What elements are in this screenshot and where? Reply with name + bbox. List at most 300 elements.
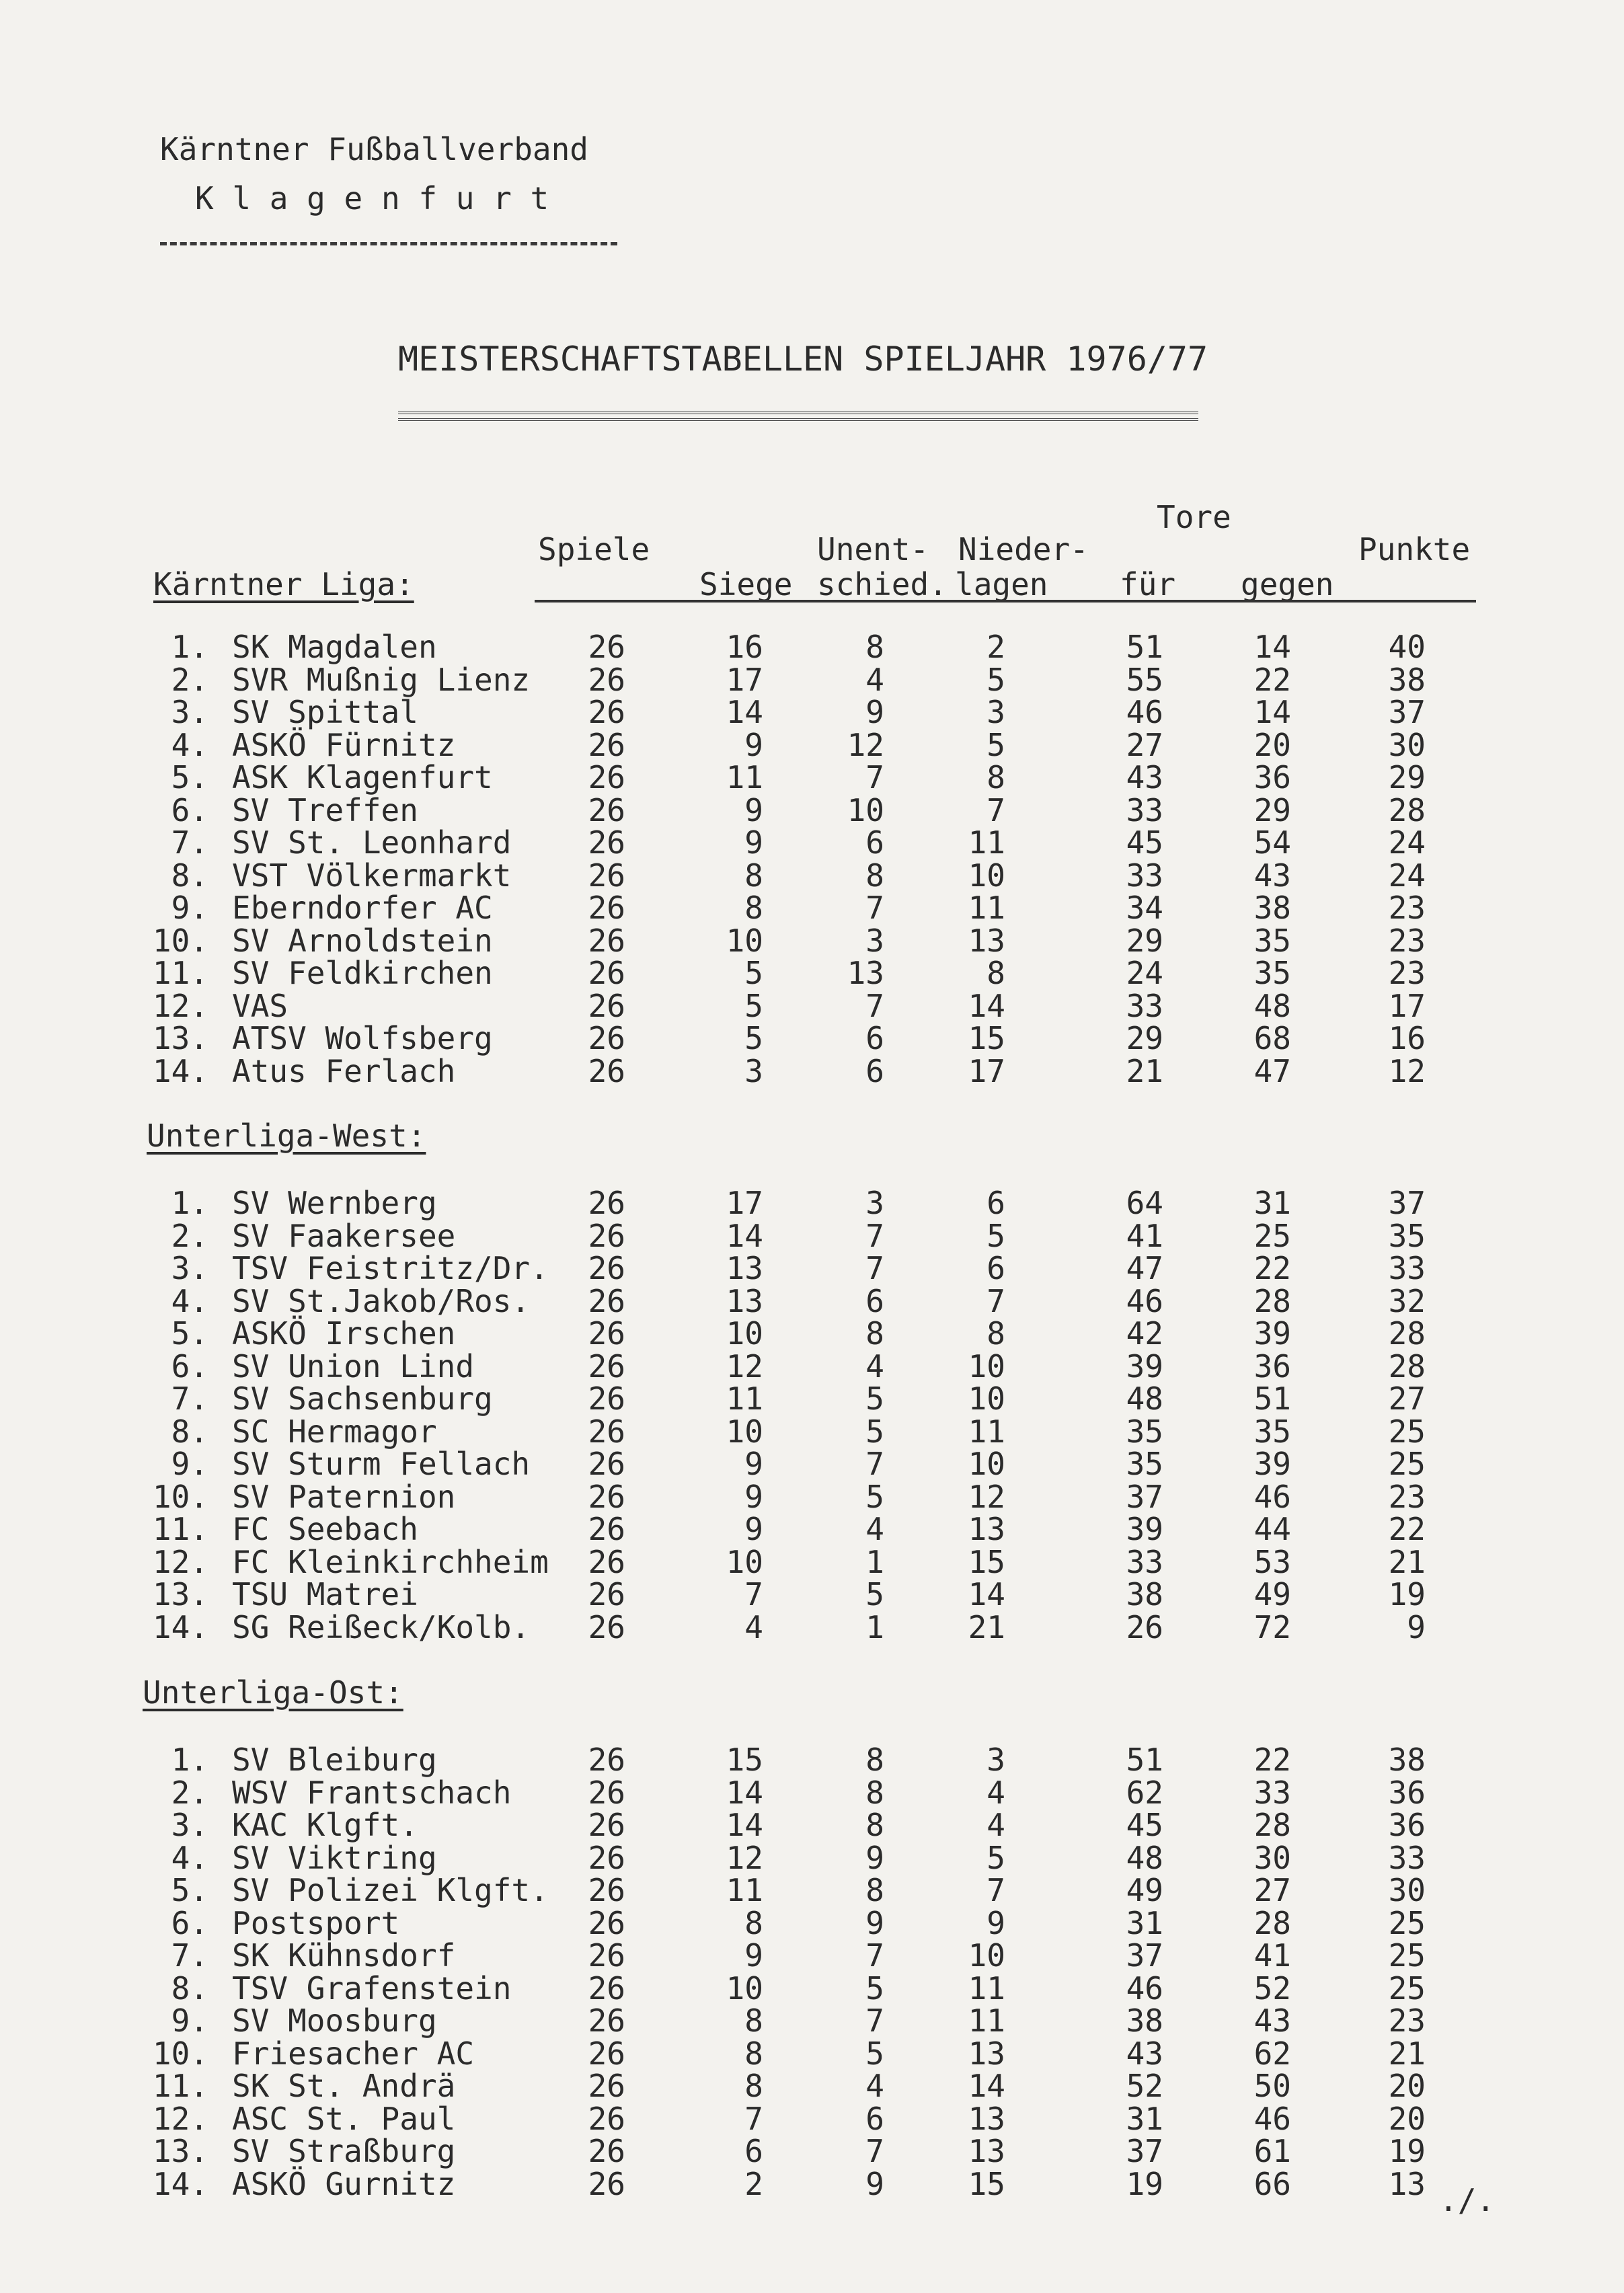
spiele-cell: 26 (588, 2165, 625, 2202)
rank-cell: 3. (171, 1250, 208, 1286)
punkte-cell: 23 (1388, 955, 1426, 991)
spiele-cell: 26 (588, 1020, 625, 1056)
siege-cell: 15 (726, 1742, 763, 1778)
punkte-cell: 29 (1388, 759, 1426, 795)
gegen-cell: 35 (1253, 955, 1291, 991)
team-cell: SV Sturm Fellach (232, 1446, 531, 1482)
fur-cell: 33 (1126, 1543, 1163, 1580)
unent-cell: 8 (865, 1742, 884, 1778)
nieder-cell: 8 (987, 955, 1005, 991)
siege-cell: 9 (744, 791, 763, 828)
unent-cell: 6 (865, 1282, 884, 1319)
punkte-cell: 17 (1388, 987, 1426, 1024)
spiele-cell: 26 (588, 1904, 625, 1941)
spiele-cell: 26 (588, 1543, 625, 1580)
punkte-cell: 27 (1388, 1381, 1426, 1417)
punkte-cell: 36 (1388, 1774, 1426, 1811)
team-cell: SV Faakersee (232, 1217, 456, 1254)
siege-cell: 14 (726, 1774, 763, 1811)
team-cell: SVR Mußnig Lienz (232, 661, 531, 698)
fur-cell: 43 (1126, 759, 1163, 795)
fur-cell: 35 (1126, 1413, 1163, 1450)
unent-cell: 4 (865, 2068, 884, 2104)
gegen-cell: 43 (1253, 857, 1291, 894)
punkte-cell: 35 (1388, 1217, 1426, 1254)
team-cell: SV Treffen (232, 791, 418, 828)
nieder-cell: 7 (987, 1872, 1005, 1908)
team-cell: SV Bleiburg (232, 1742, 437, 1778)
fur-cell: 33 (1126, 857, 1163, 894)
spiele-cell: 26 (588, 824, 625, 861)
col-lagen: lagen (955, 566, 1048, 603)
header-divider (160, 242, 617, 245)
fur-cell: 47 (1126, 1250, 1163, 1286)
siege-cell: 9 (744, 1446, 763, 1482)
nieder-cell: 13 (968, 2133, 1005, 2169)
siege-cell: 8 (744, 2035, 763, 2072)
siege-cell: 6 (744, 2133, 763, 2169)
siege-cell: 10 (726, 1315, 763, 1352)
team-cell: SK Magdalen (232, 629, 437, 665)
fur-cell: 41 (1126, 1217, 1163, 1254)
unent-cell: 4 (865, 661, 884, 698)
spiele-cell: 26 (588, 1807, 625, 1843)
nieder-cell: 11 (968, 2003, 1005, 2039)
gegen-cell: 29 (1253, 791, 1291, 828)
table-row (0, 1478, 1624, 1515)
punkte-cell: 20 (1388, 2068, 1426, 2104)
table-row (0, 2068, 1624, 2104)
unent-cell: 10 (847, 791, 884, 828)
fur-cell: 34 (1126, 890, 1163, 926)
fur-cell: 55 (1126, 661, 1163, 698)
punkte-cell: 28 (1388, 1348, 1426, 1385)
rank-cell: 1. (171, 1185, 208, 1221)
team-cell: SK St. Andrä (232, 2068, 456, 2104)
rank-cell: 2. (171, 1774, 208, 1811)
unent-cell: 8 (865, 1807, 884, 1843)
header-rule (535, 600, 1476, 603)
spiele-cell: 26 (588, 1839, 625, 1876)
spiele-cell: 26 (588, 1315, 625, 1352)
unent-cell: 6 (865, 2100, 884, 2137)
rank-cell: 5. (171, 1872, 208, 1908)
page-title: MEISTERSCHAFTSTABELLEN SPIELJAHR 1976/77 (398, 340, 1208, 379)
team-cell: SV Paternion (232, 1478, 456, 1515)
table-row (0, 1774, 1624, 1811)
table-row (0, 1937, 1624, 1974)
punkte-cell: 37 (1388, 694, 1426, 730)
nieder-cell: 13 (968, 2035, 1005, 2072)
table-row (0, 987, 1624, 1024)
col-spiele: Spiele (538, 531, 650, 568)
nieder-cell: 10 (968, 1446, 1005, 1482)
gegen-cell: 22 (1253, 661, 1291, 698)
siege-cell: 12 (726, 1839, 763, 1876)
unent-cell: 7 (865, 1446, 884, 1482)
nieder-cell: 17 (968, 1052, 1005, 1089)
unent-cell: 13 (847, 955, 884, 991)
unent-cell: 8 (865, 1872, 884, 1908)
gegen-cell: 28 (1253, 1904, 1291, 1941)
team-cell: FC Kleinkirchheim (232, 1543, 549, 1580)
table-row (0, 791, 1624, 828)
team-cell: SV Wernberg (232, 1185, 437, 1221)
siege-cell: 13 (726, 1282, 763, 1319)
siege-cell: 14 (726, 1807, 763, 1843)
nieder-cell: 8 (987, 759, 1005, 795)
league-title-kaerntner-liga: Kärntner Liga: (153, 566, 414, 603)
nieder-cell: 13 (968, 1511, 1005, 1547)
unent-cell: 9 (865, 1839, 884, 1876)
punkte-cell: 38 (1388, 1742, 1426, 1778)
table-row (0, 629, 1624, 665)
siege-cell: 11 (726, 759, 763, 795)
gegen-cell: 49 (1253, 1576, 1291, 1612)
spiele-cell: 26 (588, 2068, 625, 2104)
punkte-cell: 13 (1388, 2165, 1426, 2202)
gegen-cell: 46 (1253, 2100, 1291, 2137)
unent-cell: 5 (865, 1381, 884, 1417)
rank-cell: 6. (171, 791, 208, 828)
gegen-cell: 30 (1253, 1839, 1291, 1876)
gegen-cell: 28 (1253, 1282, 1291, 1319)
table-row (0, 759, 1624, 795)
gegen-cell: 25 (1253, 1217, 1291, 1254)
fur-cell: 51 (1126, 629, 1163, 665)
nieder-cell: 15 (968, 2165, 1005, 2202)
siege-cell: 9 (744, 1478, 763, 1515)
spiele-cell: 26 (588, 1052, 625, 1089)
team-cell: SC Hermagor (232, 1413, 437, 1450)
rank-cell: 10. (152, 922, 208, 959)
team-cell: SK Kühnsdorf (232, 1937, 456, 1974)
gegen-cell: 53 (1253, 1543, 1291, 1580)
siege-cell: 8 (744, 1904, 763, 1941)
nieder-cell: 10 (968, 1937, 1005, 1974)
table-row (0, 2133, 1624, 2169)
spiele-cell: 26 (588, 1576, 625, 1612)
fur-cell: 21 (1126, 1052, 1163, 1089)
table-row (0, 1348, 1624, 1385)
rank-cell: 5. (171, 1315, 208, 1352)
siege-cell: 10 (726, 1543, 763, 1580)
gegen-cell: 68 (1253, 1020, 1291, 1056)
spiele-cell: 26 (588, 1774, 625, 1811)
table-row (0, 1543, 1624, 1580)
fur-cell: 29 (1126, 922, 1163, 959)
siege-cell: 11 (726, 1872, 763, 1908)
gegen-cell: 47 (1253, 1052, 1291, 1089)
unent-cell: 7 (865, 759, 884, 795)
table-row (0, 1020, 1624, 1056)
fur-cell: 37 (1126, 1478, 1163, 1515)
gegen-cell: 46 (1253, 1478, 1291, 1515)
nieder-cell: 14 (968, 987, 1005, 1024)
table-row (0, 1839, 1624, 1876)
gegen-cell: 41 (1253, 1937, 1291, 1974)
nieder-cell: 5 (987, 1217, 1005, 1254)
gegen-cell: 28 (1253, 1807, 1291, 1843)
unent-cell: 6 (865, 1020, 884, 1056)
fur-cell: 29 (1126, 1020, 1163, 1056)
rank-cell: 9. (171, 1446, 208, 1482)
unent-cell: 7 (865, 2133, 884, 2169)
spiele-cell: 26 (588, 726, 625, 763)
fur-cell: 27 (1126, 726, 1163, 763)
fur-cell: 51 (1126, 1742, 1163, 1778)
team-cell: Postsport (232, 1904, 400, 1941)
table-row (0, 1217, 1624, 1254)
nieder-cell: 5 (987, 726, 1005, 763)
rank-cell: 5. (171, 759, 208, 795)
siege-cell: 3 (744, 1052, 763, 1089)
gegen-cell: 38 (1253, 890, 1291, 926)
spiele-cell: 26 (588, 1970, 625, 2007)
nieder-cell: 10 (968, 857, 1005, 894)
table-row (0, 2100, 1624, 2137)
fur-cell: 39 (1126, 1348, 1163, 1385)
punkte-cell: 37 (1388, 1185, 1426, 1221)
spiele-cell: 26 (588, 955, 625, 991)
siege-cell: 5 (744, 955, 763, 991)
rank-cell: 8. (171, 1413, 208, 1450)
fur-cell: 62 (1126, 1774, 1163, 1811)
spiele-cell: 26 (588, 2133, 625, 2169)
rank-cell: 11. (152, 1511, 208, 1547)
fur-cell: 46 (1126, 1282, 1163, 1319)
team-cell: SV Sachsenburg (232, 1381, 493, 1417)
siege-cell: 11 (726, 1381, 763, 1417)
fur-cell: 48 (1126, 1839, 1163, 1876)
siege-cell: 5 (744, 1020, 763, 1056)
team-cell: Atus Ferlach (232, 1052, 456, 1089)
nieder-cell: 2 (987, 629, 1005, 665)
punkte-cell: 33 (1388, 1250, 1426, 1286)
fur-cell: 43 (1126, 2035, 1163, 2072)
spiele-cell: 26 (588, 1872, 625, 1908)
siege-cell: 12 (726, 1348, 763, 1385)
nieder-cell: 4 (987, 1807, 1005, 1843)
spiele-cell: 26 (588, 759, 625, 795)
siege-cell: 7 (744, 2100, 763, 2137)
punkte-cell: 30 (1388, 1872, 1426, 1908)
fur-cell: 49 (1126, 1872, 1163, 1908)
fur-cell: 38 (1126, 2003, 1163, 2039)
fur-cell: 45 (1126, 824, 1163, 861)
team-cell: Eberndorfer AC (232, 890, 493, 926)
unent-cell: 5 (865, 2035, 884, 2072)
rank-cell: 10. (152, 2035, 208, 2072)
spiele-cell: 26 (588, 1381, 625, 1417)
rank-cell: 12. (152, 1543, 208, 1580)
fur-cell: 31 (1126, 2100, 1163, 2137)
spiele-cell: 26 (588, 987, 625, 1024)
unent-cell: 8 (865, 629, 884, 665)
unent-cell: 8 (865, 1774, 884, 1811)
punkte-cell: 28 (1388, 1315, 1426, 1352)
gegen-cell: 54 (1253, 824, 1291, 861)
siege-cell: 9 (744, 824, 763, 861)
nieder-cell: 4 (987, 1774, 1005, 1811)
table-row (0, 1052, 1624, 1089)
rank-cell: 3. (171, 694, 208, 730)
col-tore: Tore (1157, 499, 1231, 535)
team-cell: KAC Klgft. (232, 1807, 418, 1843)
table-row (0, 1282, 1624, 1319)
spiele-cell: 26 (588, 1446, 625, 1482)
spiele-cell: 26 (588, 922, 625, 959)
spiele-cell: 26 (588, 2035, 625, 2072)
gegen-cell: 14 (1253, 629, 1291, 665)
spiele-cell: 26 (588, 1348, 625, 1385)
spiele-cell: 26 (588, 1742, 625, 1778)
nieder-cell: 7 (987, 1282, 1005, 1319)
gegen-cell: 66 (1253, 2165, 1291, 2202)
unent-cell: 6 (865, 1052, 884, 1089)
table-row (0, 1250, 1624, 1286)
unent-cell: 5 (865, 1576, 884, 1612)
siege-cell: 16 (726, 629, 763, 665)
unent-cell: 5 (865, 1970, 884, 2007)
punkte-cell: 23 (1388, 2003, 1426, 2039)
punkte-cell: 36 (1388, 1807, 1426, 1843)
unent-cell: 4 (865, 1511, 884, 1547)
spiele-cell: 26 (588, 1185, 625, 1221)
siege-cell: 7 (744, 1576, 763, 1612)
table-row (0, 1576, 1624, 1612)
nieder-cell: 5 (987, 661, 1005, 698)
fur-cell: 46 (1126, 1970, 1163, 2007)
punkte-cell: 38 (1388, 661, 1426, 698)
rank-cell: 4. (171, 1282, 208, 1319)
spiele-cell: 26 (588, 694, 625, 730)
punkte-cell: 19 (1388, 1576, 1426, 1612)
siege-cell: 10 (726, 1970, 763, 2007)
nieder-cell: 10 (968, 1348, 1005, 1385)
siege-cell: 10 (726, 922, 763, 959)
gegen-cell: 52 (1253, 1970, 1291, 2007)
spiele-cell: 26 (588, 2100, 625, 2137)
rank-cell: 6. (171, 1348, 208, 1385)
gegen-cell: 48 (1253, 987, 1291, 1024)
unent-cell: 6 (865, 824, 884, 861)
nieder-cell: 7 (987, 791, 1005, 828)
punkte-cell: 40 (1388, 629, 1426, 665)
siege-cell: 8 (744, 890, 763, 926)
gegen-cell: 62 (1253, 2035, 1291, 2072)
siege-cell: 10 (726, 1413, 763, 1450)
fur-cell: 37 (1126, 1937, 1163, 1974)
rank-cell: 9. (171, 2003, 208, 2039)
table-row (0, 694, 1624, 730)
team-cell: WSV Frantschach (232, 1774, 512, 1811)
gegen-cell: 44 (1253, 1511, 1291, 1547)
unent-cell: 9 (865, 2165, 884, 2202)
unent-cell: 8 (865, 857, 884, 894)
table-row (0, 1970, 1624, 2007)
rank-cell: 10. (152, 1478, 208, 1515)
rank-cell: 7. (171, 824, 208, 861)
rank-cell: 9. (171, 890, 208, 926)
fur-cell: 48 (1126, 1381, 1163, 1417)
col-siege: Siege (699, 566, 793, 603)
table-row (0, 1742, 1624, 1778)
rank-cell: 12. (152, 987, 208, 1024)
rank-cell: 8. (171, 857, 208, 894)
team-cell: ASKÖ Gurnitz (232, 2165, 456, 2202)
table-row (0, 1315, 1624, 1352)
punkte-cell: 25 (1388, 1413, 1426, 1450)
punkte-cell: 22 (1388, 1511, 1426, 1547)
unent-cell: 3 (865, 1185, 884, 1221)
spiele-cell: 26 (588, 890, 625, 926)
punkte-cell: 32 (1388, 1282, 1426, 1319)
unent-cell: 9 (865, 1904, 884, 1941)
rank-cell: 6. (171, 1904, 208, 1941)
table-row (0, 1511, 1624, 1547)
nieder-cell: 14 (968, 1576, 1005, 1612)
table-row (0, 1807, 1624, 1843)
table-row (0, 1185, 1624, 1221)
gegen-cell: 14 (1253, 694, 1291, 730)
table-row (0, 1413, 1624, 1450)
col-punkte: Punkte (1358, 531, 1471, 568)
punkte-cell: 16 (1388, 1020, 1426, 1056)
siege-cell: 14 (726, 1217, 763, 1254)
team-cell: SV Union Lind (232, 1348, 475, 1385)
unent-cell: 7 (865, 1937, 884, 1974)
nieder-cell: 21 (968, 1608, 1005, 1645)
rank-cell: 2. (171, 661, 208, 698)
gegen-cell: 22 (1253, 1250, 1291, 1286)
team-cell: VAS (232, 987, 288, 1024)
spiele-cell: 26 (588, 1608, 625, 1645)
siege-cell: 8 (744, 857, 763, 894)
nieder-cell: 3 (987, 1742, 1005, 1778)
team-cell: SV St. Leonhard (232, 824, 512, 861)
unent-cell: 7 (865, 987, 884, 1024)
nieder-cell: 13 (968, 922, 1005, 959)
rank-cell: 14. (152, 1052, 208, 1089)
league-title-unterliga-west: Unterliga-West: (147, 1118, 426, 1154)
siege-cell: 17 (726, 661, 763, 698)
team-cell: TSV Grafenstein (232, 1970, 512, 2007)
fur-cell: 46 (1126, 694, 1163, 730)
siege-cell: 9 (744, 726, 763, 763)
unent-cell: 1 (865, 1543, 884, 1580)
gegen-cell: 20 (1253, 726, 1291, 763)
rank-cell: 8. (171, 1970, 208, 2007)
punkte-cell: 12 (1388, 1052, 1426, 1089)
team-cell: FC Seebach (232, 1511, 418, 1547)
gegen-cell: 22 (1253, 1742, 1291, 1778)
punkte-cell: 23 (1388, 1478, 1426, 1515)
spiele-cell: 26 (588, 661, 625, 698)
table-row (0, 661, 1624, 698)
nieder-cell: 3 (987, 694, 1005, 730)
unent-cell: 7 (865, 2003, 884, 2039)
unent-cell: 7 (865, 890, 884, 926)
siege-cell: 13 (726, 1250, 763, 1286)
rank-cell: 13. (152, 1020, 208, 1056)
unent-cell: 3 (865, 922, 884, 959)
nieder-cell: 12 (968, 1478, 1005, 1515)
unent-cell: 5 (865, 1478, 884, 1515)
spiele-cell: 26 (588, 1217, 625, 1254)
title-underline (398, 412, 1198, 421)
nieder-cell: 11 (968, 890, 1005, 926)
